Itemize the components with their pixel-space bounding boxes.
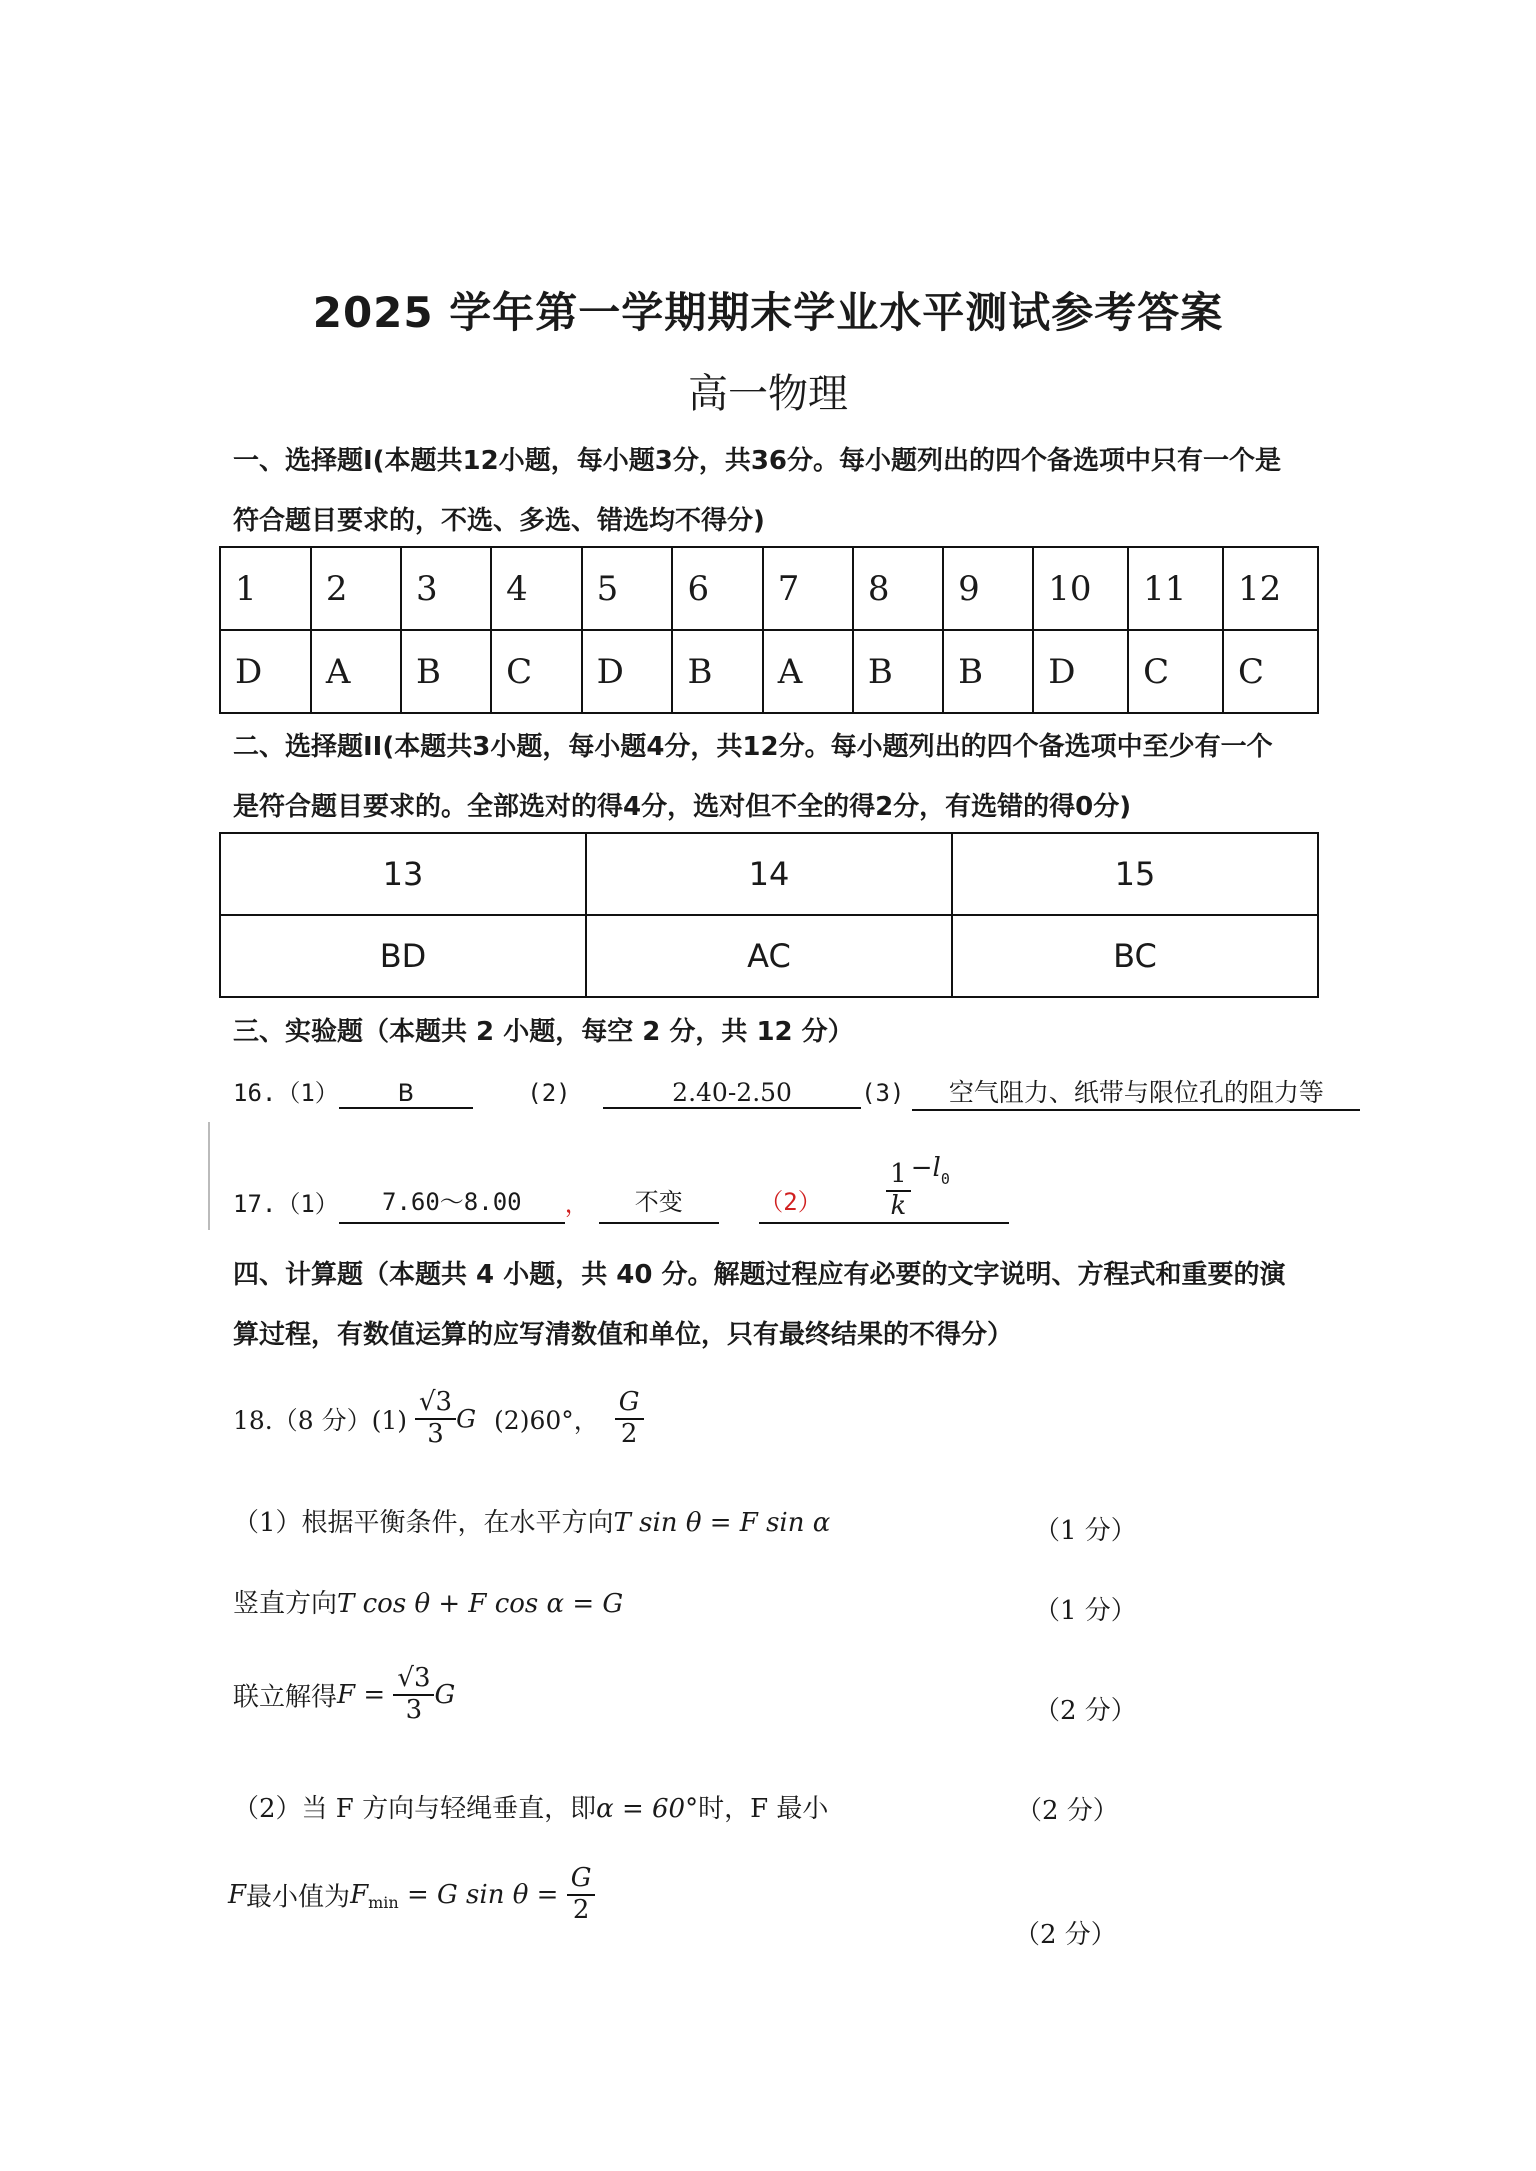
q18-step-1	[233, 1502, 830, 1539]
q18-answer-1-fraction	[415, 1388, 456, 1450]
table-row	[220, 833, 1318, 915]
q17-fraction	[886, 1160, 911, 1222]
page-subtitle: 高一物理	[688, 371, 848, 417]
answer-cell: C	[1223, 630, 1318, 713]
answer-cell: A	[763, 630, 853, 713]
question-number: 14	[586, 833, 952, 915]
question-16-row	[233, 1073, 1360, 1111]
question-number: 12	[1223, 547, 1318, 630]
q17-answer-2: 不变	[599, 1182, 719, 1224]
step-lhs: F =	[337, 1679, 386, 1710]
section2-heading-line1: 二、选择题II(本题共3小题，每小题4分，共12分。每小题列出的四个备选项中至少有一个	[233, 732, 1273, 762]
answer-cell: BD	[220, 915, 586, 997]
question-number: 5	[582, 547, 673, 630]
q18-answer-2: (2)60°，	[494, 1405, 599, 1435]
q18-step-5	[228, 1864, 595, 1926]
step-Fmin-subscript: min	[368, 1893, 399, 1913]
answer-cell: B	[401, 630, 491, 713]
step-text: （1）根据平衡条件，在水平方向	[233, 1508, 614, 1538]
q18-step-4	[233, 1788, 828, 1825]
q18-answer-1-G: G	[456, 1404, 477, 1434]
q18-step-3-score: （2 分）	[1034, 1696, 1137, 1726]
q18-step-1-score: （1 分）	[1034, 1516, 1137, 1546]
q18-answer-3-fraction	[615, 1388, 644, 1450]
fraction-numerator: √3	[415, 1388, 456, 1420]
step-Fmin: F	[350, 1879, 369, 1910]
step-equation: α = 60°	[596, 1794, 699, 1824]
q18-step-5-score: （2 分）	[1014, 1920, 1117, 1950]
q17-minus: −	[910, 1152, 933, 1183]
q16-part2-label: (2)	[527, 1079, 571, 1107]
q17-answer-1: 7.60～8.00	[339, 1182, 565, 1224]
question-number: 4	[491, 547, 581, 630]
q16-answer-1: B	[339, 1079, 473, 1109]
question-number: 8	[853, 547, 943, 630]
q16-answer-2: 2.40-2.50	[603, 1078, 861, 1109]
section4-heading-line1: 四、计算题（本题共 4 小题，共 40 分。解题过程应有必要的文字说明、方程式和重要的演	[233, 1260, 1286, 1290]
section1-answer-table	[219, 546, 1319, 714]
question-18-label: 18.（8 分）(1)	[233, 1405, 408, 1435]
question-number: 15	[952, 833, 1318, 915]
q18-step-2	[233, 1583, 623, 1620]
question-17-row	[233, 1152, 1009, 1224]
answer-cell: B	[853, 630, 943, 713]
step-equation: T cos θ + F cos α = G	[337, 1589, 624, 1619]
fraction-denominator: 2	[572, 1894, 590, 1925]
q18-step-4-score: （2 分）	[1016, 1796, 1119, 1826]
q18-step-3	[233, 1664, 455, 1726]
fraction-denominator: 3	[405, 1694, 423, 1725]
q17-l-subscript: 0	[940, 1169, 950, 1188]
section1-heading-line1: 一、选择题I(本题共12小题，每小题3分，共36分。每小题列出的四个备选项中只有一个是	[233, 446, 1282, 476]
step-text: 竖直方向	[233, 1589, 338, 1619]
margin-line	[208, 1122, 210, 1230]
answer-cell: D	[220, 630, 311, 713]
question-17-label: 17.（1）	[233, 1189, 339, 1218]
q16-answer-3: 空气阻力、纸带与限位孔的阻力等	[912, 1073, 1360, 1111]
step-G: G	[434, 1679, 456, 1710]
answer-cell: B	[943, 630, 1033, 713]
answer-cell: C	[491, 630, 581, 713]
fraction-numerator: G	[567, 1864, 596, 1896]
answer-cell: BC	[952, 915, 1318, 997]
section4-heading-line2: 算过程，有数值运算的应写清数值和单位，只有最终结果的不得分）	[233, 1320, 1014, 1350]
question-number: 13	[220, 833, 586, 915]
question-number: 1	[220, 547, 311, 630]
section3-heading: 三、实验题（本题共 2 小题，每空 2 分，共 12 分）	[233, 1017, 854, 1047]
fraction-denominator: 3	[427, 1418, 444, 1449]
section2-heading-line2: 是符合题目要求的。全部选对的得4分，选对但不全的得2分，有选错的得0分)	[233, 792, 1132, 822]
step-equation: T sin θ = F sin α	[613, 1508, 831, 1538]
step-text: （2）当 F 方向与轻绳垂直，即	[233, 1794, 597, 1824]
answer-cell: D	[582, 630, 673, 713]
fraction-numerator: 1	[886, 1160, 911, 1192]
step-fraction	[393, 1664, 434, 1726]
question-number: 7	[763, 547, 853, 630]
q17-answer-3	[759, 1152, 1009, 1224]
question-number: 10	[1033, 547, 1128, 630]
section1-heading-line2: 符合题目要求的，不选、多选、错选均不得分)	[233, 506, 765, 536]
step-text: 时，F 最小	[698, 1794, 829, 1824]
page-title: 2025 学年第一学期期末学业水平测试参考答案	[312, 288, 1224, 337]
q16-part3-label: (3)	[861, 1079, 905, 1107]
q18-step-2-score: （1 分）	[1034, 1596, 1137, 1626]
fraction-numerator: G	[615, 1388, 644, 1420]
step-equation: = G sin θ =	[406, 1879, 559, 1910]
table-row	[220, 630, 1318, 713]
step-text: 联立解得	[233, 1682, 338, 1713]
section2-answer-table	[219, 832, 1319, 998]
q17-part2-label: （2）	[759, 1187, 822, 1216]
answer-cell: D	[1033, 630, 1128, 713]
step-F: F	[228, 1879, 247, 1910]
question-number: 6	[672, 547, 762, 630]
question-16-label: 16.（1）	[233, 1079, 339, 1107]
table-row	[220, 915, 1318, 997]
fraction-denominator: 2	[620, 1418, 638, 1449]
answer-cell: A	[311, 630, 401, 713]
answer-cell: B	[672, 630, 762, 713]
table-row	[220, 547, 1318, 630]
question-18-summary	[233, 1388, 644, 1450]
q17-l: l	[932, 1152, 941, 1183]
question-number: 11	[1128, 547, 1223, 630]
step-text: 最小值为	[246, 1882, 351, 1913]
question-number: 2	[311, 547, 401, 630]
answer-cell: AC	[586, 915, 952, 997]
q17-comma: ，	[564, 1189, 589, 1218]
answer-cell: C	[1128, 630, 1223, 713]
step-fraction	[567, 1864, 596, 1926]
fraction-denominator: k	[890, 1190, 907, 1221]
question-number: 9	[943, 547, 1033, 630]
question-number: 3	[401, 547, 491, 630]
fraction-numerator: √3	[393, 1664, 434, 1696]
